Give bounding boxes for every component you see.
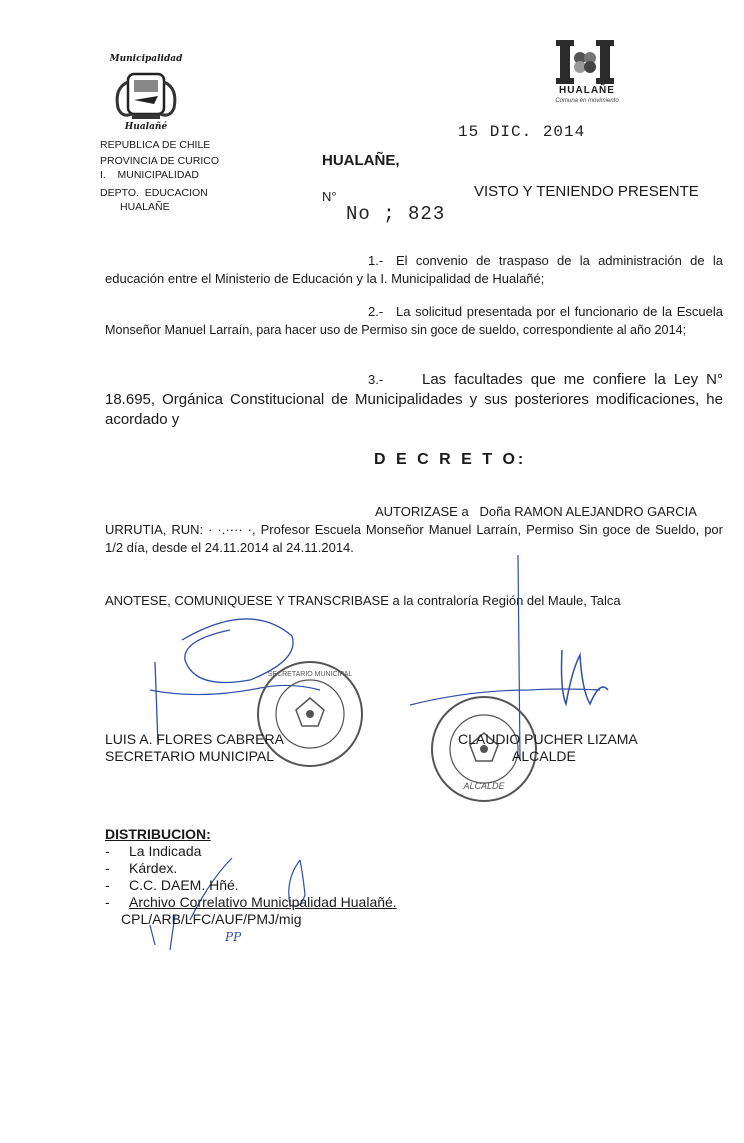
distribution-initials: CPL/ARB/LFC/AUF/PMJ/mig [121, 911, 302, 927]
signature-left [105, 731, 284, 765]
consideration-number: 2.- [368, 304, 384, 319]
list-item: - La Indicada [105, 843, 465, 860]
logo-name: HUALAÑE [559, 85, 615, 96]
consideration-2 [105, 303, 723, 339]
hualane-logo [552, 38, 622, 108]
consideration-first-line: La solicitud presentada por el funcionario de la Escuela [396, 304, 723, 319]
consideration-3 [105, 370, 723, 430]
consideration-text: educación entre el Ministerio de Educación y la I. Municipalidad de Hualañé; [105, 271, 545, 286]
consideration-first-line: Las facultades que me confiere la Ley N° [422, 371, 723, 388]
signature-right [458, 731, 638, 765]
institution-line: HUALAÑE [120, 201, 170, 213]
decreto-body: URRUTIA, RUN: · ·.···· ·, Profesor Escuela Monseñor Manuel Larraín, Permiso Sin goce de Sueldo, por 1/2 día, desde el 24.11.2014 al 24.11.2014. [105, 522, 723, 555]
date-stamp: 15 DIC. 2014 [458, 123, 586, 141]
distribution-block [105, 826, 465, 928]
institution-line: PROVINCIA DE CURICO [100, 155, 220, 167]
svg-text:SECRETARIO MUNICIPAL: SECRETARIO MUNICIPAL [267, 671, 353, 678]
signer-role: SECRETARIO MUNICIPAL [105, 748, 275, 764]
consideration-text: 18.695, Orgánica Constitucional de Municipalidades y sus posteriores modificaciones, he acordado y [105, 391, 723, 428]
consideration-number: 3.- [368, 372, 384, 387]
number-label: N° [322, 189, 337, 204]
decreto-title: D E C R E T O: [374, 451, 527, 468]
institution-line: REPUBLICA DE CHILE [100, 139, 211, 151]
crest-text-bottom: Hualañé [124, 122, 168, 132]
signer-name: LUIS A. FLORES CABRERA [105, 731, 284, 747]
decreto-text [105, 503, 723, 557]
place-heading: HUALAÑE, [322, 152, 400, 169]
consideration-number: 1.- [368, 253, 384, 268]
logo-tagline: Comuna en movimiento [555, 98, 619, 104]
institution-block [100, 138, 250, 214]
decree-number-stamp: No ; 823 [346, 203, 446, 225]
institution-line: DEPTO. EDUCACION [100, 187, 208, 199]
municipal-crest [104, 52, 188, 134]
decreto-first-line: AUTORIZASE a Doña RAMON ALEJANDRO GARCIA [375, 504, 697, 519]
list-item: - C.C. DAEM. Hñé. [105, 877, 465, 894]
distribution-title: DISTRIBUCION: [105, 826, 211, 842]
consideration-text: Monseñor Manuel Larraín, para hacer uso de Permiso sin goce de sueldo, correspondiente al año 2014; [105, 323, 687, 337]
anotese-line: ANOTESE, COMUNIQUESE Y TRANSCRIBASE a la contraloría Región del Maule, Talca [105, 593, 621, 608]
signer-name: CLAUDIO PUCHER LIZAMA [458, 731, 638, 747]
consideration-1 [105, 252, 723, 288]
list-item: - Kárdex. [105, 860, 465, 877]
visto-heading: VISTO Y TENIENDO PRESENTE [474, 183, 699, 200]
consideration-first-line: El convenio de traspaso de la administración de la [396, 253, 723, 268]
seal-bottom-text: ALCALDE [463, 781, 505, 791]
crest-text-top: Municipalidad [109, 54, 183, 64]
list-item: - Archivo Correlativo Municipalidad Hualañé. [105, 894, 465, 911]
institution-line: I. MUNICIPALIDAD [100, 169, 199, 181]
signer-role: ALCALDE [512, 748, 576, 764]
handwritten-initials: PP [225, 930, 242, 944]
